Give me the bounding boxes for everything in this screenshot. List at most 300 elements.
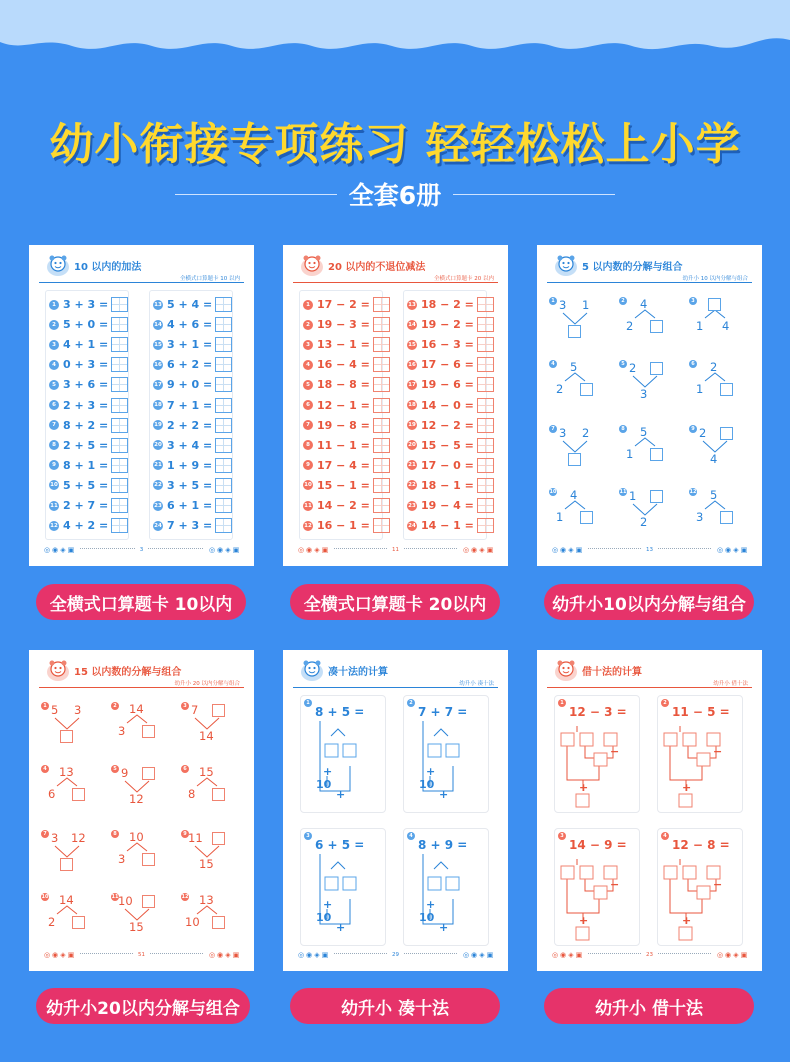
magnifier-icon: ◎: [716, 546, 724, 554]
answer-box: [683, 733, 696, 746]
dotted-leader: [588, 548, 641, 549]
dotted-leader: [334, 953, 387, 954]
divider-line: [175, 194, 337, 195]
problem-number: 10: [304, 482, 312, 489]
number-label: 4: [570, 488, 578, 502]
answer-box[interactable]: [212, 916, 225, 929]
answer-box[interactable]: [373, 317, 390, 332]
decomposition-item: [181, 765, 243, 815]
problem-row: [303, 517, 390, 534]
problem-row: [407, 497, 494, 514]
hamster-icon: ◉: [305, 546, 313, 554]
equation-text: 12 − 1 =: [317, 398, 370, 412]
item-number: 3: [181, 702, 189, 710]
bag-icon: ▣: [486, 546, 494, 554]
answer-box[interactable]: [111, 438, 128, 453]
book-label-pill: 全横式口算题卡 20以内: [290, 584, 500, 620]
answer-box[interactable]: [111, 398, 128, 413]
problem-number: 2: [303, 320, 313, 330]
number-label: 15: [199, 765, 214, 779]
problem-row: [153, 497, 232, 514]
item-number: 2: [407, 699, 415, 707]
problem-row: [153, 417, 232, 434]
decomposition-item: [619, 425, 681, 475]
answer-box[interactable]: [373, 498, 390, 513]
answer-box[interactable]: [650, 362, 663, 375]
answer-box: [561, 733, 574, 746]
answer-box[interactable]: [580, 383, 593, 396]
answer-box[interactable]: [215, 398, 232, 413]
dotted-leader: [80, 953, 133, 954]
number-label: 11: [188, 831, 203, 845]
page-number: 29: [392, 952, 399, 958]
number-label: 2: [710, 360, 718, 374]
number-label: 5: [570, 360, 578, 374]
equation-text: 8 + 5 =: [315, 705, 365, 719]
equation-text: 6 + 1 =: [167, 499, 213, 512]
number-label: 5: [51, 703, 59, 717]
problem-number: 11: [50, 502, 58, 509]
equation-text: 3 + 1 =: [167, 338, 213, 352]
dotted-leader: [404, 548, 457, 549]
item-number: 8: [111, 830, 119, 838]
answer-box: [561, 866, 574, 879]
decomposition-item: [689, 360, 751, 410]
card-header: [537, 650, 762, 692]
answer-box[interactable]: [72, 916, 85, 929]
method-diagram: [555, 829, 641, 947]
problem-number: 22: [408, 482, 416, 489]
problem-number: 15: [154, 341, 162, 348]
equation-text: 14 − 1 =: [421, 519, 474, 533]
number-label: 12: [129, 792, 144, 806]
problem-number: 15: [408, 341, 416, 348]
decomposition-item: [111, 765, 173, 815]
subtitle-row: [175, 178, 615, 210]
answer-box[interactable]: [373, 297, 390, 312]
top-wave-decoration: [0, 0, 790, 60]
problem-row: [153, 356, 232, 373]
equation-text: 5 + 4 =: [167, 298, 213, 311]
equation-text: 15 − 1 =: [317, 478, 370, 492]
problem-row: [407, 517, 494, 534]
problem-row: [49, 316, 128, 333]
item-number: 3: [558, 832, 566, 840]
problem-number: 19: [154, 422, 162, 429]
number-label: 8: [188, 787, 196, 801]
problem-number: 19: [408, 422, 416, 429]
bag-icon: ▣: [740, 951, 748, 959]
decomposition-item: [549, 488, 611, 538]
bag-icon: ▣: [67, 546, 75, 554]
number-label: 7: [191, 703, 199, 717]
decomposition-item: [181, 830, 243, 880]
bag-icon: ▣: [740, 546, 748, 554]
equation-text: 4 + 2 =: [63, 519, 109, 533]
number-label: 2: [629, 361, 637, 375]
number-label: 14: [129, 702, 144, 716]
problem-column: [149, 290, 233, 540]
book-label-pill: 幼升小 借十法: [544, 988, 754, 1024]
answer-box: [576, 927, 589, 940]
equation-text: 19 − 8 =: [317, 418, 370, 432]
car-icon: ◈: [733, 951, 739, 959]
problem-row: [303, 417, 390, 434]
item-number: 6: [181, 765, 189, 773]
problem-number: 17: [154, 381, 162, 388]
problem-number: 21: [154, 462, 162, 469]
answer-box[interactable]: [373, 458, 390, 473]
problem-number: 3: [49, 340, 59, 350]
answer-box[interactable]: [111, 377, 128, 392]
answer-box[interactable]: [111, 498, 128, 513]
equation-text: 19 − 4 =: [421, 499, 474, 512]
decomposition-item: [111, 830, 173, 880]
dotted-leader: [404, 953, 457, 954]
number-label: 10: [185, 915, 200, 929]
card-subtitle: 幼升小 20 以内分解与组合: [174, 681, 240, 687]
answer-box[interactable]: [373, 438, 390, 453]
answer-box[interactable]: [142, 895, 155, 908]
problem-row: [407, 296, 494, 313]
problem-row: [303, 497, 390, 514]
answer-box[interactable]: [477, 478, 494, 493]
problem-number: 8: [303, 440, 313, 450]
problem-row: [153, 376, 232, 393]
item-number: 2: [111, 702, 119, 710]
answer-box[interactable]: [650, 448, 663, 461]
decomposition-item: [41, 893, 103, 943]
answer-box[interactable]: [568, 453, 581, 466]
answer-box[interactable]: [111, 418, 128, 433]
car-icon: ◈: [479, 546, 485, 554]
card-title: 20 以内的不退位减法: [328, 262, 426, 273]
problem-number: 20: [408, 442, 416, 449]
card-footer: [297, 949, 494, 961]
answer-box[interactable]: [215, 357, 232, 372]
book-card: [537, 650, 762, 971]
ten-label: 10: [419, 911, 435, 924]
problem-row: [153, 316, 232, 333]
decomposition-item: [181, 702, 243, 752]
answer-box[interactable]: [215, 337, 232, 352]
answer-box[interactable]: [720, 427, 733, 440]
plus-sign: +: [426, 898, 436, 911]
equation-text: 8 + 1 =: [63, 458, 109, 472]
magnifier-icon: ◎: [716, 951, 724, 959]
item-number: 11: [619, 489, 627, 495]
answer-box[interactable]: [650, 320, 663, 333]
car-icon: ◈: [314, 951, 320, 959]
car-icon: ◈: [60, 951, 66, 959]
problem-column: [45, 290, 129, 540]
answer-box[interactable]: [373, 418, 390, 433]
problem-row: [153, 296, 232, 313]
cartoon-mascot-icon: [45, 253, 71, 277]
bag-icon: ▣: [232, 546, 240, 554]
answer-box[interactable]: [708, 298, 721, 311]
answer-box[interactable]: [215, 518, 232, 533]
problem-row: [407, 437, 494, 454]
answer-box[interactable]: [373, 478, 390, 493]
answer-box[interactable]: [720, 511, 733, 524]
item-number: 4: [41, 765, 49, 773]
equation-text: 15 − 5 =: [421, 438, 474, 452]
problem-row: [153, 517, 232, 534]
magnifier-icon: ◎: [208, 546, 216, 554]
number-label: 2: [626, 319, 634, 333]
answer-box[interactable]: [212, 788, 225, 801]
answer-box[interactable]: [568, 325, 581, 338]
hamster-icon: ◉: [470, 546, 478, 554]
plus-sign: +: [336, 788, 346, 801]
dotted-leader: [658, 953, 711, 954]
plus-sign: +: [579, 781, 589, 794]
cartoon-mascot-icon: [553, 253, 579, 277]
number-label: 2: [556, 382, 564, 396]
answer-box: [446, 877, 459, 890]
answer-box[interactable]: [215, 377, 232, 392]
equation-text: 14 − 9 =: [569, 838, 627, 852]
number-label: 1: [696, 382, 704, 396]
problem-number: 24: [408, 522, 416, 529]
equation-text: 19 − 3 =: [317, 318, 370, 332]
card-footer: [297, 544, 494, 556]
number-label: 14: [59, 893, 74, 907]
decomposition-item: [689, 425, 751, 475]
cartoon-mascot-icon: [553, 658, 579, 682]
problem-number: 23: [154, 502, 162, 509]
bag-icon: ▣: [321, 951, 329, 959]
method-exercise: [403, 695, 489, 813]
header-rule: [293, 282, 498, 283]
equation-text: 0 + 3 =: [63, 358, 109, 372]
answer-box[interactable]: [111, 478, 128, 493]
answer-box[interactable]: [215, 418, 232, 433]
problem-number: 12: [50, 522, 58, 529]
problem-row: [49, 477, 128, 494]
decomposition-item: [549, 360, 611, 410]
answer-box[interactable]: [212, 704, 225, 717]
plus-sign: +: [682, 914, 692, 927]
answer-box[interactable]: [111, 337, 128, 352]
magnifier-icon: ◎: [462, 546, 470, 554]
equation-text: 5 + 0 =: [63, 318, 109, 332]
item-number: 7: [549, 425, 557, 433]
card-subtitle: 幼升小 借十法: [713, 681, 748, 687]
card-footer: [43, 949, 240, 961]
problem-number: 16: [154, 361, 162, 368]
answer-box[interactable]: [373, 398, 390, 413]
equation-text: 12 − 3 =: [569, 705, 627, 719]
plus-sign: +: [426, 765, 436, 778]
answer-box[interactable]: [373, 377, 390, 392]
equation-text: 3 + 5 =: [167, 478, 213, 492]
answer-box: [580, 866, 593, 879]
number-label: 12: [71, 831, 86, 845]
answer-box[interactable]: [215, 297, 232, 312]
answer-box: [343, 744, 356, 757]
answer-box[interactable]: [477, 418, 494, 433]
number-label: 3: [640, 387, 648, 401]
number-label: 1: [582, 298, 590, 312]
answer-box[interactable]: [111, 518, 128, 533]
problem-number: 6: [49, 400, 59, 410]
hamster-icon: ◉: [51, 951, 59, 959]
book-card: [283, 650, 508, 971]
item-number: 5: [619, 360, 627, 368]
equation-text: 17 − 2 =: [317, 298, 370, 311]
item-number: 5: [111, 765, 119, 773]
equation-text: 2 + 3 =: [63, 398, 109, 412]
magnifier-icon: ◎: [551, 546, 559, 554]
answer-box[interactable]: [212, 832, 225, 845]
answer-box[interactable]: [477, 297, 494, 312]
minus-sign: −: [610, 745, 620, 758]
problem-number: 4: [49, 360, 59, 370]
item-number: 1: [304, 699, 312, 707]
equation-text: 16 − 3 =: [421, 338, 474, 352]
plus-sign: +: [579, 914, 589, 927]
card-subtitle: 幼升小 凑十法: [459, 681, 494, 687]
answer-box[interactable]: [111, 357, 128, 372]
card-header: [29, 245, 254, 287]
answer-box: [683, 866, 696, 879]
answer-box[interactable]: [215, 498, 232, 513]
car-icon: ◈: [733, 546, 739, 554]
item-number: 7: [41, 830, 49, 838]
answer-box[interactable]: [477, 398, 494, 413]
decomposition-item: [111, 893, 173, 943]
answer-box[interactable]: [580, 511, 593, 524]
decomposition-item: [549, 425, 611, 475]
problem-row: [49, 376, 128, 393]
answer-box[interactable]: [142, 853, 155, 866]
equation-text: 5 + 5 =: [63, 478, 109, 492]
book-card: [283, 245, 508, 566]
equation-text: 3 + 6 =: [63, 378, 109, 392]
problem-number: 3: [303, 340, 313, 350]
problem-number: 13: [154, 301, 162, 308]
method-diagram: [658, 829, 744, 947]
method-exercise: [403, 828, 489, 946]
hamster-icon: ◉: [724, 546, 732, 554]
answer-box[interactable]: [477, 458, 494, 473]
hamster-icon: ◉: [724, 951, 732, 959]
answer-box[interactable]: [142, 725, 155, 738]
answer-box[interactable]: [477, 498, 494, 513]
equation-text: 16 − 4 =: [317, 358, 370, 372]
item-number: 10: [549, 489, 557, 495]
answer-box[interactable]: [373, 337, 390, 352]
item-number: 2: [619, 297, 627, 305]
decomposition-item: [41, 765, 103, 815]
answer-box[interactable]: [72, 788, 85, 801]
equation-text: 2 + 5 =: [63, 438, 109, 452]
problem-row: [407, 477, 494, 494]
answer-box[interactable]: [111, 458, 128, 473]
equation-text: 13 − 1 =: [317, 338, 370, 352]
hamster-icon: ◉: [305, 951, 313, 959]
divider-line: [453, 194, 615, 195]
car-icon: ◈: [479, 951, 485, 959]
number-label: 2: [48, 915, 56, 929]
problem-number: 11: [304, 502, 312, 509]
method-exercise: [554, 828, 640, 946]
answer-box[interactable]: [142, 767, 155, 780]
card-footer: [551, 949, 748, 961]
equation-text: 8 + 2 =: [63, 418, 109, 432]
answer-box[interactable]: [477, 337, 494, 352]
item-number: 12: [689, 489, 697, 495]
problem-column: [299, 290, 383, 540]
problem-row: [153, 437, 232, 454]
answer-box[interactable]: [477, 518, 494, 533]
item-number: 11: [111, 894, 119, 900]
item-number: 8: [619, 425, 627, 433]
answer-box[interactable]: [477, 317, 494, 332]
item-number: 9: [181, 830, 189, 838]
problem-number: 17: [408, 381, 416, 388]
answer-box[interactable]: [477, 438, 494, 453]
problem-row: [153, 397, 232, 414]
answer-box[interactable]: [60, 858, 73, 871]
number-label: 3: [696, 510, 704, 524]
book-card: [537, 245, 762, 566]
answer-box: [679, 927, 692, 940]
problem-number: 7: [303, 420, 313, 430]
equation-text: 2 + 7 =: [63, 499, 109, 512]
answer-box[interactable]: [477, 357, 494, 372]
problem-row: [49, 417, 128, 434]
hamster-icon: ◉: [51, 546, 59, 554]
problem-row: [303, 437, 390, 454]
equation-text: 18 − 2 =: [421, 298, 474, 311]
car-icon: ◈: [225, 951, 231, 959]
plus-sign: +: [439, 788, 449, 801]
answer-box[interactable]: [650, 490, 663, 503]
problem-row: [303, 457, 390, 474]
answer-box[interactable]: [111, 297, 128, 312]
ten-label: 10: [419, 778, 435, 791]
problem-number: 1: [49, 300, 59, 310]
item-number: 4: [549, 360, 557, 368]
answer-box: [664, 733, 677, 746]
answer-box[interactable]: [373, 357, 390, 372]
equation-text: 8 + 9 =: [418, 838, 468, 852]
answer-box[interactable]: [215, 458, 232, 473]
answer-box[interactable]: [373, 518, 390, 533]
answer-box[interactable]: [477, 377, 494, 392]
problem-row: [407, 457, 494, 474]
problem-row: [49, 517, 128, 534]
problem-row: [303, 296, 390, 313]
decomposition-item: [181, 893, 243, 943]
dotted-leader: [588, 953, 641, 954]
answer-box[interactable]: [215, 317, 232, 332]
answer-box: [576, 794, 589, 807]
answer-box[interactable]: [720, 383, 733, 396]
answer-box: [446, 744, 459, 757]
number-label: 13: [59, 765, 74, 779]
item-number: 1: [549, 297, 557, 305]
answer-box[interactable]: [215, 438, 232, 453]
problem-row: [49, 437, 128, 454]
answer-box[interactable]: [215, 478, 232, 493]
equation-text: 17 − 4 =: [317, 458, 370, 472]
answer-box[interactable]: [60, 730, 73, 743]
answer-box[interactable]: [111, 317, 128, 332]
